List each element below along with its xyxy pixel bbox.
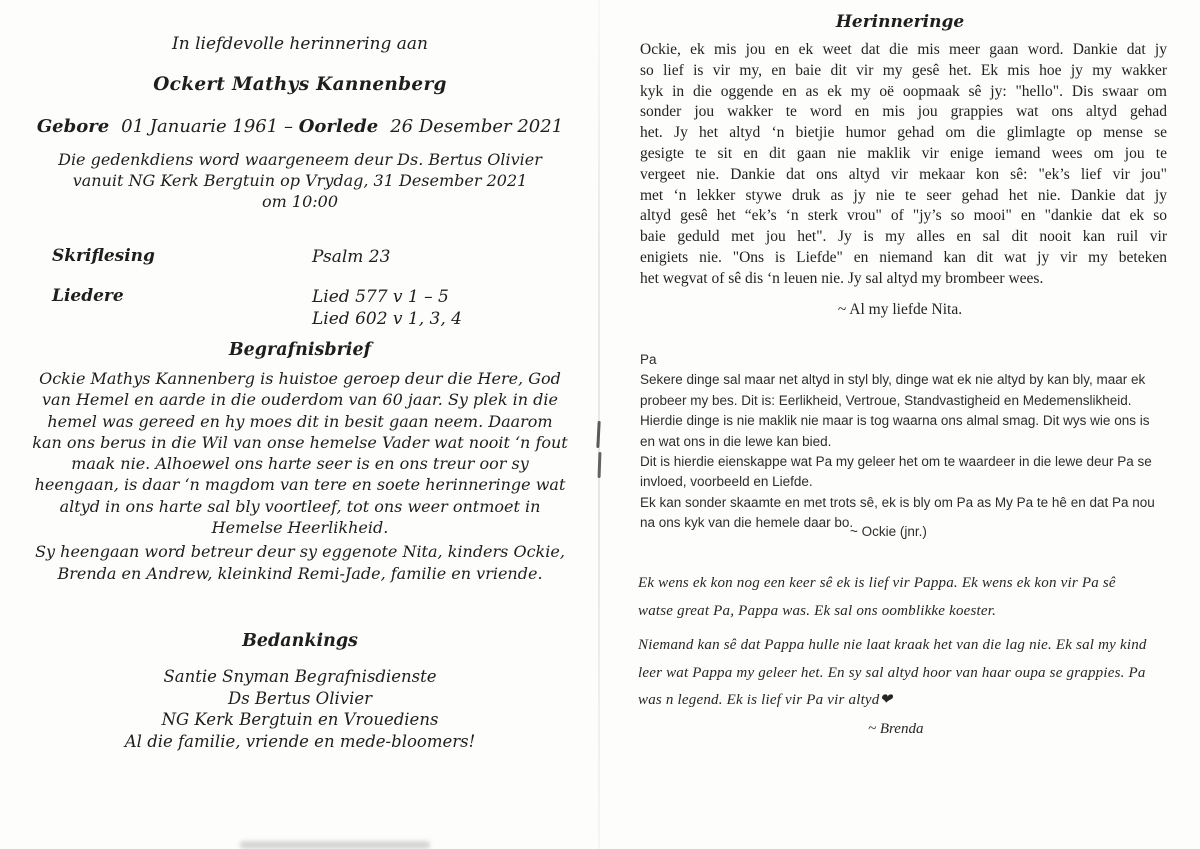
service-line: vanuit NG Kerk Bergtuin op Vrydag, 31 Desember 2021: [72, 171, 528, 190]
scan-edge-smudge: [240, 841, 430, 849]
tribute-brenda-line: leer wat Pappa my geleer het. En sy sal altyd hoor van haar oupa se grappies. Pa: [638, 664, 1146, 681]
letter-line: heengaan, is daar ‘n magdom van tere en soete herinneringe wat: [34, 475, 566, 495]
letter-line: van Hemel en aarde in die ouderdom van 60 jaar. Sy plek in die: [41, 390, 558, 410]
scripture-label: Skriflesing: [52, 246, 155, 266]
tribute-ockie-line: probeer my bes. Dit is: Eerlikheid, Vertroue, Standvastigheid en Medemenslikheid.: [640, 392, 1132, 408]
thanks-line: Ds Bertus Olivier: [227, 688, 373, 708]
service-line: Die gedenkdiens word waargeneem deur Ds. Bertus Olivier: [58, 150, 542, 169]
deceased-name: Ockert Mathys Kannenberg: [153, 74, 447, 95]
hymn-line: Lied 602 v 1, 3, 4: [312, 308, 462, 329]
letter-line: altyd in ons harte sal bly voortleef, tot ons weer ontmoet in: [59, 496, 541, 516]
tribute-nita-line: het. Jy het altyd ‘n bietjie humor gehad om die glimlagte op mense se: [640, 124, 1167, 142]
letter-line: kan ons berus in die Wil van onse hemelse Vader wat nooit ‘n fout: [32, 432, 568, 452]
tribute-brenda-line: Niemand kan sê dat Pappa hulle nie laat kraak het van die lag nie. Ek sal my kind: [638, 637, 1147, 653]
mourners-paragraph: [0, 541, 600, 584]
born-label: Gebore: [36, 116, 110, 137]
tribute-brenda-line: watse great Pa, Pappa was. Ek sal ons oomblikke koester.: [638, 602, 997, 619]
tribute-ockie-line: invloed, voorbeeld en Liefde.: [640, 474, 813, 490]
mourners-line: Brenda en Andrew, kleinkind Remi-Jade, familie en vriende.: [57, 563, 543, 583]
tribute-nita-line: so lief is vir my, en baie dit vir my gesê het. Ek mis hoe jy my wakker: [640, 61, 1167, 79]
died-label: Oorlede: [298, 116, 379, 137]
tribute-nita-line: het wegvat of sê dis ‘n leuen nie. Jy sal altyd my brombeer wees.: [640, 269, 1044, 287]
thanks-heading: Bedankings: [242, 631, 358, 651]
tribute-nita: [640, 40, 1167, 290]
tribute-ockie-line: Ek kan sonder skaamte en met trots sê, ek is bly om Pa as My Pa te hê en dat Pa nou: [640, 494, 1155, 510]
service-details: [0, 149, 600, 212]
memorial-page-right: [600, 0, 1200, 849]
birth-death-line: [0, 116, 600, 137]
died-date: 26 Desember 2021: [390, 116, 564, 137]
tribute-ockie-line: na ons kyk van die hemele daar bo.: [640, 515, 854, 531]
tribute-nita-line: gesigte te sit en dit gaan nie maklik vir enige iemand wees om jou te: [640, 144, 1167, 162]
tribute-brenda-line: Ek wens ek kon nog een keer sê ek is lief vir Pappa. Ek wens ek kon vir Pa sê: [638, 575, 1116, 591]
tribute-nita-line: baie geduld met jou het". Jy is my alles en sal dit nooit kan ruil vir: [640, 228, 1167, 246]
thanks-line: NG Kerk Bergtuin en Vrouediens: [161, 710, 439, 729]
signature-ockie: ~ Ockie (jnr.): [850, 524, 927, 539]
memories-heading: Herinneringe: [835, 12, 965, 32]
tribute-brenda-para2: [638, 632, 1178, 715]
signature-brenda: ~ Brenda: [868, 721, 924, 737]
letter-line: maak nie. Alhoewel ons harte seer is en ons treur oor sy: [71, 454, 529, 474]
signature-nita: ~ Al my liefde Nita.: [837, 301, 963, 318]
letter-line: Hemelse Heerlikheid.: [211, 518, 389, 538]
hymns-values: [312, 287, 462, 330]
tribute-ockie-line: Pa: [640, 352, 657, 367]
tribute-ockie-line: Sekere dinge sal maar net altyd in styl bly, dinge wat ek nie altyd by kan bly, maar ek: [640, 372, 1146, 388]
letter-line: Ockie Mathys Kannenberg is huistoe geroep deur die Here, God: [39, 369, 561, 388]
dates-separator: –: [283, 116, 293, 137]
funeral-letter: [0, 368, 600, 538]
tribute-ockie: [640, 350, 1185, 534]
service-line: om 10:00: [262, 192, 338, 211]
tribute-ockie-line: Hierdie dinge is nie maklik nie maar is tog waarna ons almal smag. Dit wys wie ons is: [640, 413, 1150, 429]
mourners-line: Sy heengaan word betreur deur sy eggenote Nita, kinders Ockie,: [35, 542, 565, 561]
tribute-nita-line: met ‘n lekker stywe druk as jy nie te seer gehad het nie. Dankie dat jy: [640, 186, 1167, 204]
born-date: 01 Januarie 1961: [121, 116, 279, 137]
tribute-ockie-line: Dit is hierdie eienskappe wat Pa my geleer het om te waardeer in die lewe deur Pa se: [640, 454, 1152, 470]
hymns-label: Liedere: [52, 286, 124, 306]
thanks-list: [0, 666, 600, 752]
tribute-brenda-para1: [638, 570, 1178, 625]
letter-heading: Begrafnisbrief: [228, 340, 372, 360]
thanks-line: Santie Snyman Begrafnisdienste: [163, 667, 437, 686]
thanks-line: Al die familie, vriende en mede-bloomers!: [124, 731, 476, 751]
tribute-nita-line: vergeet nie. Dankie dat ons altyd vir mekaar kon sê: "ek’s lief vir jou": [640, 165, 1167, 183]
scripture-value: Psalm 23: [312, 247, 391, 267]
hymn-line: Lied 577 v 1 – 5: [312, 287, 449, 307]
letter-line: hemel was gereed en hy moes dit in besit gaan neem. Daarom: [47, 411, 553, 431]
tribute-ockie-line: en wat ons in die lewe kan bied.: [640, 433, 832, 449]
tribute-nita-line: kyk in die oggende en as ek my oë oopmaak sê jy: "hello". Dis swaar om: [640, 82, 1167, 100]
tribute-nita-line: enigiets nie. "Ons is Liefde" en niemand kan dit wat jy vir my beteken: [640, 248, 1167, 266]
tribute-nita-line: Ockie, ek mis jou en ek weet dat die mis meer gaan word. Dankie dat jy: [640, 41, 1167, 58]
tribute-nita-line: sonder jou wakker te word en mis jou grappies wat ons altyd gehad: [640, 103, 1167, 121]
tribute-brenda-line: was n legend. Ek is lief vir Pa vir altyd❤: [638, 692, 893, 708]
intro-line: In liefdevolle herinnering aan: [172, 34, 428, 54]
tribute-nita-line: altyd gesê het “ek’s ‘n sterk vrou" of "jy’s so mooi" en "dankie dat ek so: [640, 207, 1167, 225]
